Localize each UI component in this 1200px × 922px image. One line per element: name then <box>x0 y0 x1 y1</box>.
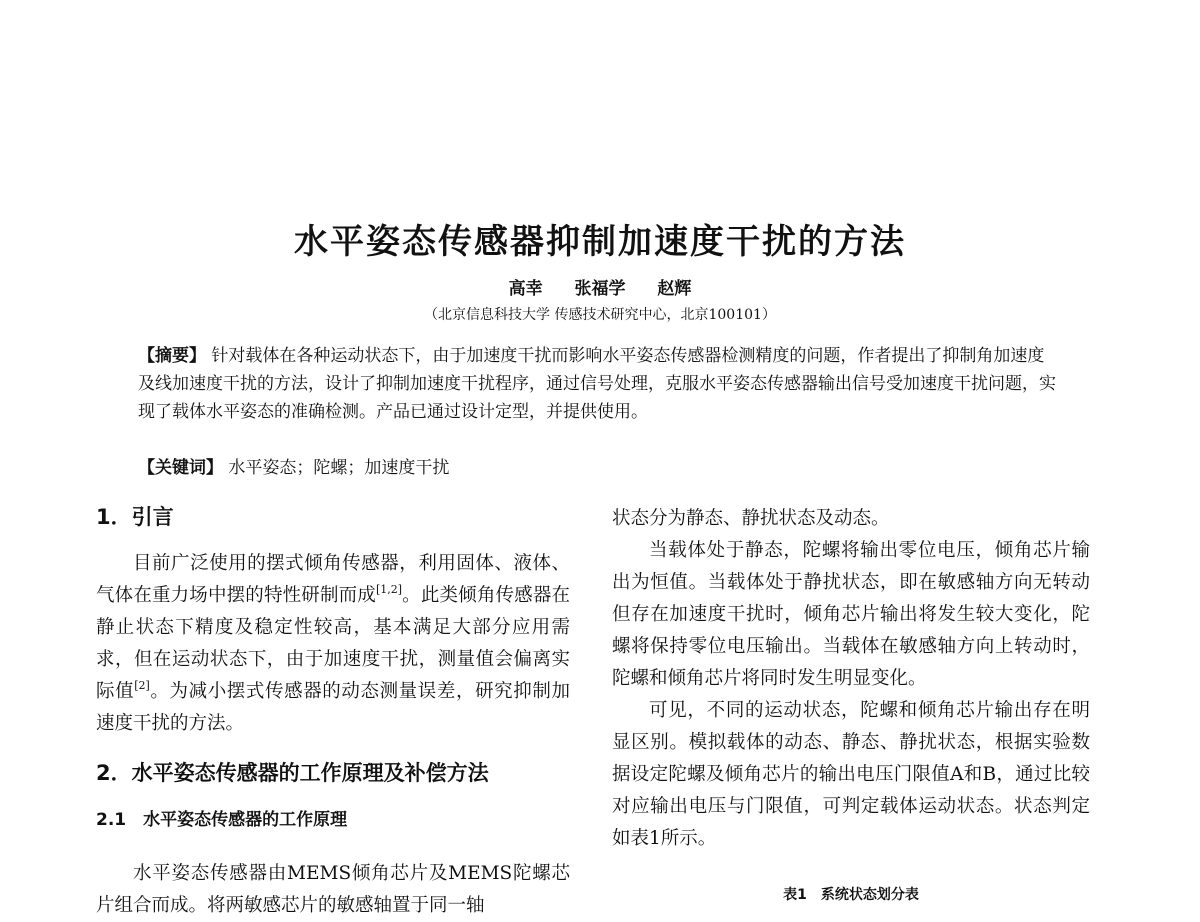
keywords <box>138 454 1058 482</box>
author-3: 赵辉 <box>657 279 692 299</box>
section-1-heading: 1．引言 <box>96 505 174 529</box>
citation: [2] <box>134 679 150 692</box>
right-paragraph-1: 状态分为静态、静扰状态及动态。 <box>612 508 890 529</box>
author-2: 张福学 <box>574 279 626 299</box>
section-2-1-heading: 2.1 水平姿态传感器的工作原理 <box>96 810 348 830</box>
right-column <box>612 503 1090 855</box>
section-1-paragraph <box>96 548 570 740</box>
para-text: 。此类倾角传感器在静止状态下精度及稳定性较高，基本满足大部分应用需求，但在运动状态下，由于加速度干扰，测量值会偏离实际值 <box>96 585 570 702</box>
right-paragraph-3: 可见，不同的运动状态，陀螺和倾角芯片输出存在明显区别。模拟载体的动态、静态、静扰状态，根据实验数据设定陀螺及倾角芯片的输出电压门限值A和B，通过比较对应输出电压与门限值，可判定载体运动状态。状态判定如表1所示。 <box>612 700 1090 849</box>
affiliation: （北京信息科技大学 传感技术研究中心，北京100101） <box>424 307 776 323</box>
para-text: 目前广泛使用的摆式倾角传感器，利用固体、液体、气体在重力场中摆的特性研制而成 <box>96 553 570 606</box>
section-2-1-paragraph: 水平姿态传感器由MEMS倾角芯片及MEMS陀螺芯片组合而成。将两敏感芯片的敏感轴置于同一轴 <box>96 863 570 916</box>
abstract-label: 【摘要】 <box>138 346 206 366</box>
citation: [1,2] <box>375 583 403 596</box>
section-2-heading: 2．水平姿态传感器的工作原理及补偿方法 <box>96 761 489 785</box>
para-text: 。为减小摆式传感器的动态测量误差，研究抑制加速度干扰的方法。 <box>96 681 570 734</box>
abstract <box>138 342 1058 426</box>
keywords-text: 水平姿态；陀螺；加速度干扰 <box>228 458 450 478</box>
author-1: 高幸 <box>508 279 543 299</box>
right-paragraph-2: 当载体处于静态，陀螺将输出零位电压，倾角芯片输出为恒值。当载体处于静扰状态，即在敏感轴方向无转动但存在加速度干扰时，倾角芯片输出将发生较大变化，陀螺将保持零位电压输出。当载体在敏感轴方向上转动时，陀螺和倾角芯片将同时发生明显变化。 <box>612 540 1090 689</box>
left-column <box>96 500 570 922</box>
table-caption: 表1 系统状态划分表 <box>783 887 919 903</box>
abstract-text: 针对载体在各种运动状态下，由于加速度干扰而影响水平姿态传感器检测精度的问题，作者提出了抑制角加速度及线加速度干扰的方法，设计了抑制加速度干扰程序，通过信号处理，克服水平姿态传感器输出信号受加速度干扰问题，实现了载体水平姿态的准确检测。产品已通过设计定型，并提供使用。 <box>138 346 1056 422</box>
paper-title: 水平姿态传感器抑制加速度干扰的方法 <box>294 222 906 262</box>
author-list <box>0 274 1200 299</box>
keywords-label: 【关键词】 <box>138 458 223 478</box>
